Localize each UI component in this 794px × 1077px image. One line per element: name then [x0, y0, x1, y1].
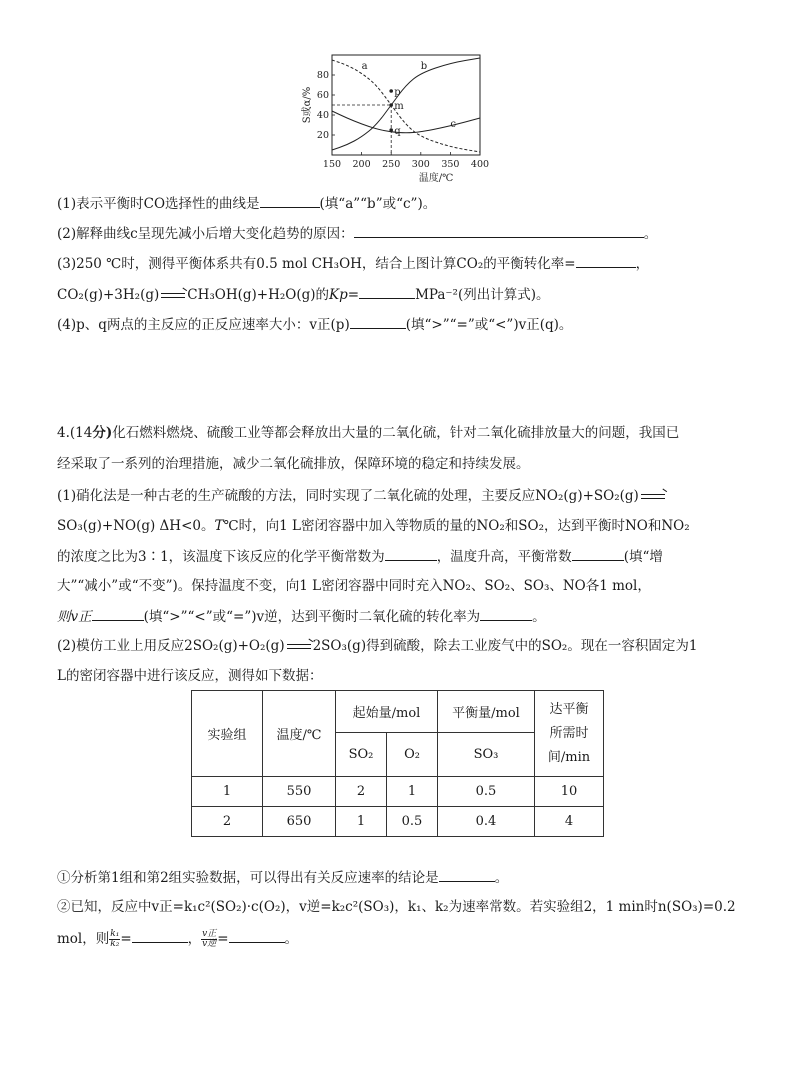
header-time: 达平衡 所需时 间/min [535, 691, 604, 777]
answer-blank[interactable] [92, 606, 144, 621]
q4-s2-line1: (2)模仿工业上用反应2SO₂(g)+O₂(g) 2SO₃(g)得到硫酸，除去工业废气中的SO₂。现在一容积固定为1 [57, 638, 698, 654]
subheader-so2: SO₂ [336, 733, 387, 777]
series-a-label: a [361, 61, 368, 72]
header-temp: 温度/℃ [263, 691, 336, 777]
table-row: 1 550 2 1 0.5 10 [192, 777, 604, 807]
q4-s1-line4: 大”“减小”或“不变”)。保持温度不变，向1 L密闭容器中同时充入NO₂、SO₂、SO₃、NO各1 mol， [57, 578, 651, 594]
header-group: 实验组 [192, 691, 263, 777]
q4-s1-line3: 的浓度之比为3∶1，该温度下该反应的化学平衡常数为 ，温度升高，平衡常数 (填“增 [57, 546, 663, 567]
q4-s1-line5: 则v正 (填“>”“<”或“=”)v逆，达到平衡时二氧化硫的转化率为 。 [57, 606, 546, 627]
q4-s2-line2: L的密闭容器中进行该反应，测得如下数据： [57, 668, 323, 684]
x-axis-label: 温度/℃ [418, 173, 454, 184]
answer-blank[interactable] [480, 606, 532, 621]
header-start: 起始量/mol [336, 691, 438, 733]
equilibrium-arrow-icon [641, 492, 665, 502]
q4-conclusion1: ①分析第1组和第2组实验数据，可以得出有关反应速率的结论是 。 [57, 867, 508, 888]
answer-blank[interactable] [359, 284, 415, 299]
y-tick-label: 20 [316, 130, 329, 141]
equilibrium-arrow-icon [287, 642, 311, 652]
equilibrium-arrow-icon [161, 291, 185, 301]
y-tick-label: 60 [316, 90, 329, 101]
point-p [389, 89, 393, 93]
x-tick-label: 150 [322, 159, 342, 170]
answer-blank[interactable] [354, 223, 644, 238]
point-q-label: q [394, 126, 401, 137]
series-a-line [332, 60, 480, 152]
series-b-line [332, 58, 480, 150]
subheader-o2: O₂ [387, 733, 438, 777]
q4-conclusion2: ②已知，反应中v正=k₁c²(SO₂)·c(O₂)，v逆=k₂c²(SO₃)，k₁、k₂为速率常数。若实验组2，1 min时n(SO₃)=0.2 [57, 899, 736, 915]
q4-s1-line2: SO₃(g)+NO(g) ΔH<0。T℃时，向1 L密闭容器中加入等物质的量的NO₂和SO₂，达到平衡时NO和NO₂ [57, 518, 690, 534]
q3-part3: (3)250 ℃时，测得平衡体系共有0.5 mol CH₃OH，结合上图计算CO₂的平衡转化率= ， [57, 253, 649, 274]
answer-blank[interactable] [260, 193, 320, 208]
q4-heading-cont: 经采取了一系列的治理措施，减少二氧化硫排放，保障环境的稳定和持续发展。 [57, 456, 530, 472]
x-tick-label: 200 [352, 159, 371, 170]
y-axis-label: S或α/% [302, 86, 313, 124]
q4-s1-line1: (1)硝化法是一种古老的生产硫酸的方法，同时实现了二氧化硫的处理，主要反应NO₂(g)+SO₂(g) [57, 486, 667, 506]
point-m [389, 103, 393, 107]
q3-part4: (4)p、q两点的主反应的正反应速率大小：v正(p) (填“>”“=”或“<”)v正(q)。 [57, 314, 572, 335]
x-tick-label: 350 [441, 159, 460, 170]
y-tick-label: 80 [316, 70, 329, 81]
q3-part1: (1)表示平衡时CO选择性的曲线是 (填“a”“b”或“c”)。 [57, 193, 436, 214]
answer-blank[interactable] [132, 928, 188, 943]
answer-blank[interactable] [385, 546, 437, 561]
x-tick-label: 400 [470, 159, 490, 170]
answer-blank[interactable] [439, 867, 495, 882]
x-tick-label: 300 [411, 159, 430, 170]
q3-part2: (2)解释曲线c呈现先减小后增大变化趋势的原因： 。 [57, 223, 657, 244]
series-b-label: b [420, 61, 428, 72]
header-eq: 平衡量/mol [438, 691, 535, 733]
temperature-chart [300, 45, 500, 185]
answer-blank[interactable] [572, 546, 624, 561]
q4-conclusion2-cont: mol，则 $\frac{\text{k₁}}{\text{k₂}}$ = ， $\frac{\text{v正}}{\text{v逆}}$ = 。 [57, 929, 299, 949]
q3-part3-equation: CO₂(g)+3H₂(g) CH₃OH(g)+H₂O(g)的Kp= MPa⁻²(列出计算式)。 [57, 284, 550, 305]
answer-blank[interactable] [576, 253, 636, 268]
fraction-k1-k2: $\frac{\text{k₁}}{\text{k₂}}$ [110, 929, 120, 949]
experiment-table [191, 690, 604, 837]
subheader-so3: SO₃ [438, 733, 535, 777]
point-m-label: m [394, 101, 404, 112]
q4-heading: 4.(14分)化石燃料燃烧、硫酸工业等都会释放出大量的二氧化硫，针对二氧化硫排放量大的问题，我国已 [57, 425, 680, 441]
point-q [389, 128, 393, 132]
answer-blank[interactable] [350, 314, 406, 329]
series-c-line [332, 111, 480, 133]
table-row: 2 650 1 0.5 0.4 4 [192, 807, 604, 837]
fraction-v-ratio: $\frac{\text{v正}}{\text{v逆}}$ [202, 929, 217, 949]
point-p-label: p [394, 87, 401, 98]
answer-blank[interactable] [229, 928, 285, 943]
x-tick-label: 250 [382, 159, 401, 170]
series-c-label: c [450, 119, 457, 130]
y-tick-label: 40 [316, 110, 329, 121]
